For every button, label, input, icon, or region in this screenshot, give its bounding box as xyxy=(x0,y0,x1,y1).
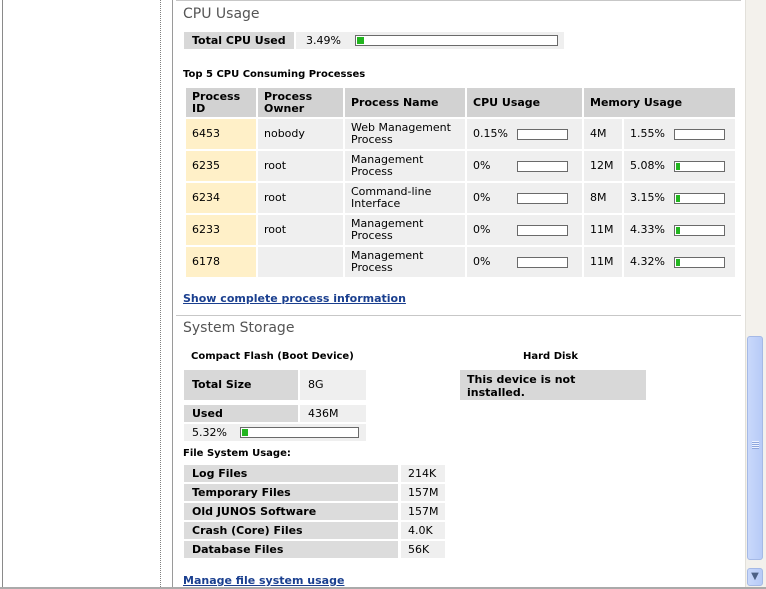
frame-divider[interactable] xyxy=(160,0,162,589)
hard-disk-status-cell xyxy=(460,370,646,400)
process-mem-cell xyxy=(624,215,735,245)
process-mem-amount: 4M xyxy=(584,119,622,149)
process-cpu-bar xyxy=(517,193,568,204)
process-cpu-cell xyxy=(467,247,582,277)
fs-value: 214K xyxy=(401,465,445,482)
process-row xyxy=(186,247,735,277)
process-cpu-bar xyxy=(517,129,568,140)
process-mem-bar xyxy=(674,129,725,140)
scrollbar-edge xyxy=(745,0,746,589)
process-mem-amount: 11M xyxy=(584,215,622,245)
total-size-label: Total Size xyxy=(192,378,252,391)
fs-label: Crash (Core) Files xyxy=(184,522,398,539)
process-cpu-cell xyxy=(467,215,582,245)
used-percent: 5.32% xyxy=(192,426,227,439)
process-mem-bar-fill xyxy=(676,195,680,202)
show-process-info-link[interactable]: Show complete process information xyxy=(183,292,406,305)
total-cpu-bar-fill xyxy=(357,37,364,44)
used-storage-bar-fill xyxy=(242,429,248,436)
process-mem-bar-fill xyxy=(676,227,680,234)
total-cpu-value-cell xyxy=(296,32,564,49)
process-id: 6234 xyxy=(186,183,256,213)
fs-label: Temporary Files xyxy=(184,484,398,501)
process-mem-cell xyxy=(624,119,735,149)
column-header: Process ID xyxy=(186,88,256,117)
cpu-usage-title: CPU Usage xyxy=(183,6,260,22)
manage-file-system-link[interactable]: Manage file system usage xyxy=(183,574,345,587)
process-cpu-value: 0% xyxy=(473,159,491,172)
column-header: CPU Usage xyxy=(467,88,582,117)
process-mem-bar xyxy=(674,161,725,172)
process-mem-cell xyxy=(624,247,735,277)
process-cpu-value: 0% xyxy=(473,191,491,204)
table-header-row xyxy=(186,88,735,117)
scrollbar-grip xyxy=(752,441,759,449)
process-name: Command-line Interface xyxy=(345,183,465,213)
column-header: Memory Usage xyxy=(584,88,735,117)
file-system-heading: File System Usage: xyxy=(183,448,291,459)
column-header: Process Name xyxy=(345,88,465,117)
used-storage-bar xyxy=(240,427,359,438)
process-mem-percent: 1.55% xyxy=(630,127,665,140)
fs-value: 157M xyxy=(401,503,445,520)
process-mem-bar-fill xyxy=(676,163,680,170)
process-mem-bar-fill xyxy=(676,259,680,266)
process-row xyxy=(186,215,735,245)
process-table xyxy=(184,86,737,279)
process-owner: root xyxy=(258,151,343,181)
process-mem-percent: 5.08% xyxy=(630,159,665,172)
process-mem-amount: 12M xyxy=(584,151,622,181)
used-label: Used xyxy=(192,407,223,420)
process-owner: root xyxy=(258,183,343,213)
fs-value: 4.0K xyxy=(401,522,445,539)
process-name: Management Process xyxy=(345,151,465,181)
process-cpu-bar xyxy=(517,257,568,268)
process-cpu-cell xyxy=(467,119,582,149)
total-cpu-label-cell xyxy=(184,32,294,49)
process-id: 6235 xyxy=(186,151,256,181)
process-cpu-cell xyxy=(467,151,582,181)
total-cpu-value: 3.49% xyxy=(306,34,341,47)
hard-disk-status: This device is not installed. xyxy=(467,373,576,399)
fs-label: Log Files xyxy=(184,465,398,482)
process-mem-percent: 3.15% xyxy=(630,191,665,204)
fs-label: Database Files xyxy=(184,541,398,558)
process-name: Management Process xyxy=(345,247,465,277)
process-mem-cell xyxy=(624,151,735,181)
process-cpu-value: 0% xyxy=(473,255,491,268)
total-cpu-label: Total CPU Used xyxy=(192,34,286,47)
used-value: 436M xyxy=(308,407,339,420)
fs-label: Old JUNOS Software xyxy=(184,503,398,520)
process-mem-percent: 4.32% xyxy=(630,255,665,268)
fs-value: 56K xyxy=(401,541,445,558)
process-mem-bar xyxy=(674,257,725,268)
process-row xyxy=(186,183,735,213)
process-name: Management Process xyxy=(345,215,465,245)
section-divider xyxy=(176,0,741,1)
process-mem-cell xyxy=(624,183,735,213)
main-content xyxy=(173,0,745,589)
process-mem-amount: 11M xyxy=(584,247,622,277)
navigation-frame xyxy=(0,0,165,589)
top-processes-heading: Top 5 CPU Consuming Processes xyxy=(183,69,366,80)
process-cpu-value: 0.15% xyxy=(473,127,508,140)
process-cpu-cell xyxy=(467,183,582,213)
process-owner: root xyxy=(258,215,343,245)
process-owner xyxy=(258,247,343,277)
scrollbar-thumb[interactable] xyxy=(747,336,763,560)
process-id: 6178 xyxy=(186,247,256,277)
process-row xyxy=(186,119,735,149)
vertical-scrollbar[interactable] xyxy=(745,0,766,589)
process-mem-amount: 8M xyxy=(584,183,622,213)
used-percent-cell xyxy=(184,424,366,441)
process-name: Web Management Process xyxy=(345,119,465,149)
compact-flash-heading: Compact Flash (Boot Device) xyxy=(191,351,354,362)
total-size-label-cell xyxy=(184,370,298,400)
fs-value: 157M xyxy=(401,484,445,501)
chevron-down-icon[interactable]: ▼ xyxy=(747,568,763,586)
process-cpu-value: 0% xyxy=(473,223,491,236)
total-size-value-cell xyxy=(300,370,366,400)
process-cpu-bar xyxy=(517,161,568,172)
process-id: 6453 xyxy=(186,119,256,149)
process-cpu-bar xyxy=(517,225,568,236)
total-size-value: 8G xyxy=(308,378,324,391)
total-cpu-bar xyxy=(355,35,558,46)
process-mem-bar xyxy=(674,193,725,204)
frame-border xyxy=(2,0,3,589)
hard-disk-heading: Hard Disk xyxy=(523,351,579,362)
column-header: Process Owner xyxy=(258,88,343,117)
system-storage-title: System Storage xyxy=(183,320,295,336)
process-owner: nobody xyxy=(258,119,343,149)
section-divider xyxy=(176,315,741,316)
process-mem-percent: 4.33% xyxy=(630,223,665,236)
process-id: 6233 xyxy=(186,215,256,245)
process-row xyxy=(186,151,735,181)
used-value-cell xyxy=(300,405,366,422)
used-label-cell xyxy=(184,405,298,422)
process-mem-bar xyxy=(674,225,725,236)
